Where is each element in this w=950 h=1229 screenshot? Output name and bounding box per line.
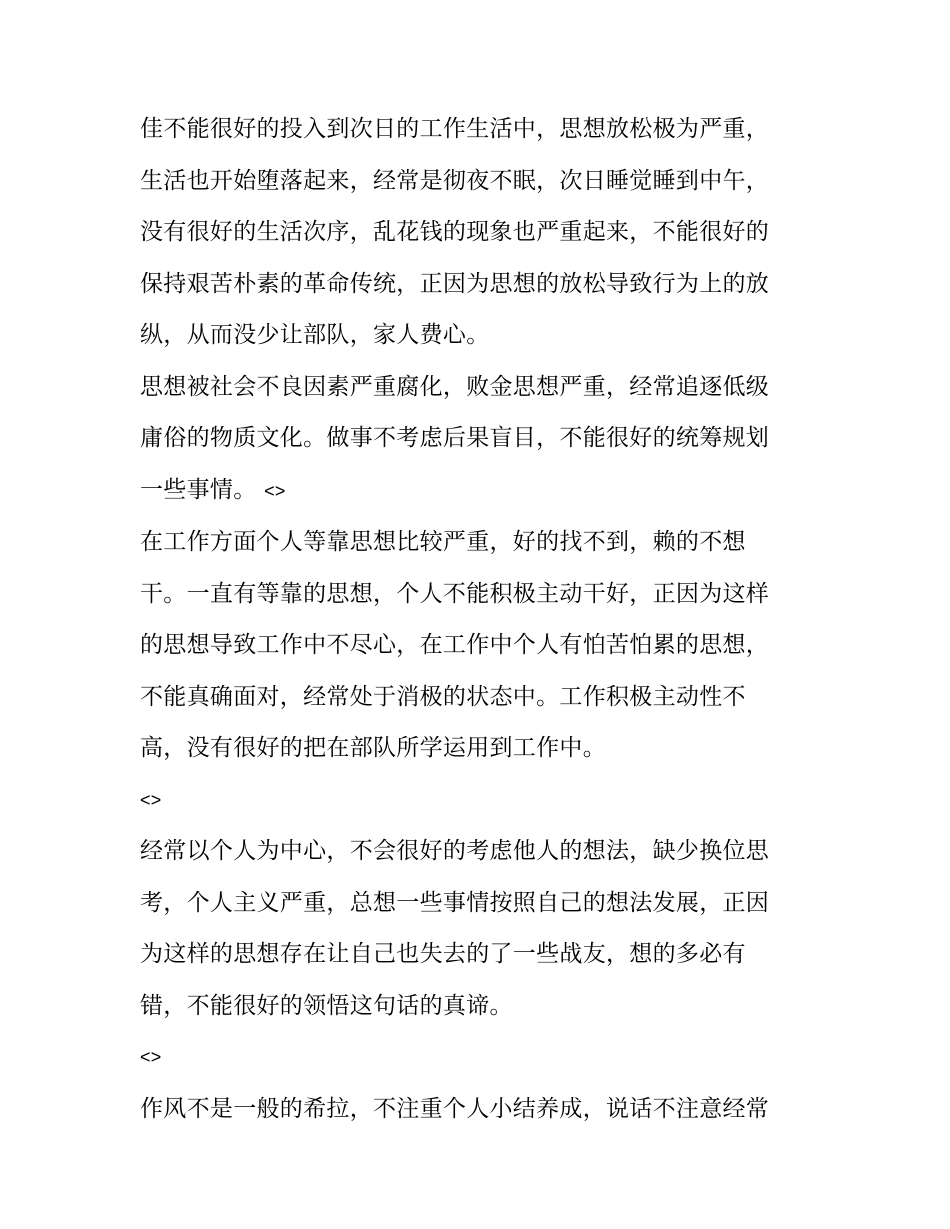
document-body <box>140 104 820 1135</box>
text-line: 生活也开始堕落起来，经常是彻夜不眠，次日睡觉睡到中午， <box>140 167 770 194</box>
placeholder-marker: <> <box>140 1047 162 1067</box>
text-line-content: 一些事情。 <box>140 476 257 503</box>
text-line: 佳不能很好的投入到次日的工作生活中，思想放松极为严重， <box>140 116 770 142</box>
text-line: 为这样的思想存在让自己也失去的了一些战友，想的多必有 <box>140 941 746 967</box>
text-line: 纵，从而没少让部队，家人费心。 <box>140 322 490 348</box>
text-line: 思想被社会不良因素严重腐化，败金思想严重，经常追逐低级 <box>140 373 770 400</box>
text-line: 干。一直有等靠的思想，个人不能积极主动干好，正因为这样 <box>140 580 770 607</box>
text-line: 的思想导致工作中不尽心，在工作中个人有怕苦怕累的思想， <box>140 632 770 658</box>
text-line: 没有很好的生活次序，乱花钱的现象也严重起来，不能很好的 <box>140 219 770 245</box>
text-line: 经常以个人为中心，不会很好的考虑他人的想法，缺少换位思 <box>140 838 770 864</box>
placeholder-marker: <> <box>264 480 286 501</box>
text-line: 考，个人主义严重，总想一些事情按照自己的想法发展，正因 <box>140 889 770 916</box>
text-line <box>140 465 820 518</box>
text-line: 在工作方面个人等靠思想比较严重，好的找不到，赖的不想 <box>140 529 746 555</box>
text-line: 高，没有很好的把在部队所学运用到工作中。 <box>140 735 606 761</box>
text-line: 错，不能很好的领悟这句话的真谛。 <box>140 992 513 1019</box>
text-line: 不能真确面对，经常处于消极的状态中。工作积极主动性不 <box>140 683 746 710</box>
text-line: 作风不是一般的希拉，不注重个人小结养成，说话不注意经常 <box>140 1095 770 1122</box>
placeholder-marker: <> <box>140 789 162 810</box>
text-line: 保持艰苦朴素的革命传统，正因为思想的放松导致行为上的放 <box>140 270 770 297</box>
text-line: 庸俗的物质文化。做事不考虑后果盲目，不能很好的统筹规划 <box>140 425 770 451</box>
